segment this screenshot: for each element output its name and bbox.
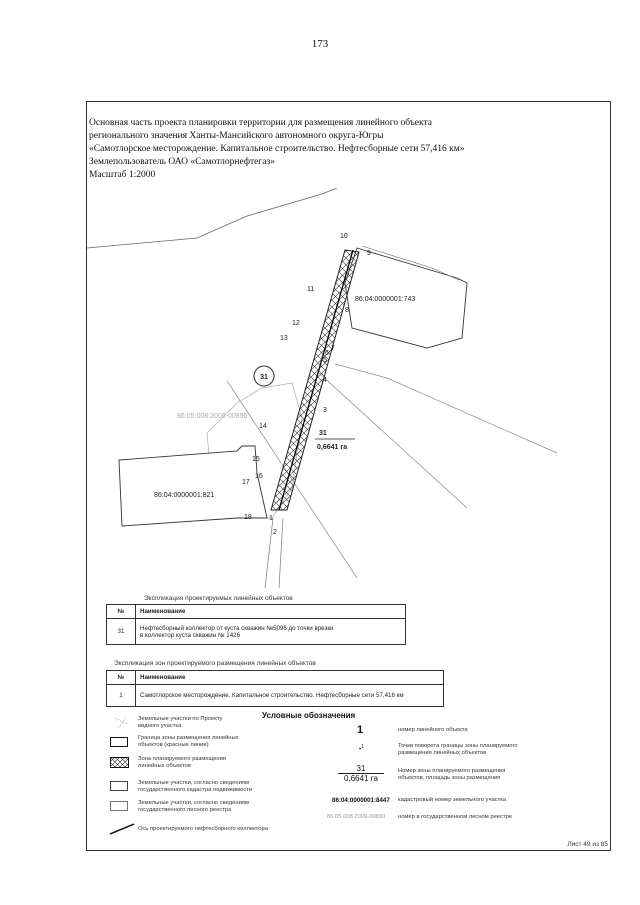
legend-item-line: ввдного участка [138, 723, 182, 729]
legend-symbol-cadastre [110, 781, 128, 791]
legend-item-red-lines [138, 735, 239, 749]
sheet-number: Лист 49 из 85 [567, 841, 608, 848]
legend-symbol-axis [108, 822, 138, 836]
table1-caption: Экспликация проектируемых линейных объектов [144, 595, 293, 602]
legend-item-line: объектов, площадь зоны размещения [398, 775, 501, 781]
point-label-9: 9 [367, 250, 371, 257]
pipeline-zone [271, 250, 359, 510]
pipeline-axis [279, 250, 353, 510]
legend-item-forest-registry: номер в государственном лесном реестре [398, 814, 513, 820]
legend-item-planned-zone [138, 756, 226, 770]
map [87, 188, 611, 588]
legend-item-line: Земельные участки, согласно сведениям [138, 780, 249, 786]
point-label-17: 17 [242, 479, 250, 486]
zone-area-label: 0,6641 га [317, 444, 348, 451]
legend-symbol-red-lines [110, 737, 128, 747]
scale: Масштаб 1:2000 [89, 170, 156, 180]
table1-row-name-line-2: в коллектор куста скважин № 1426 [140, 631, 241, 639]
land-user: Землепользователь ОАО «Самотлорнефтегаз» [89, 157, 275, 167]
zone-circle-label: 31 [260, 374, 268, 381]
road-line [319, 373, 467, 508]
legend-item-line: государственного лесного реестра [138, 807, 232, 813]
legend-symbol-turn-point-label: 1 [361, 744, 364, 750]
legend-symbol-forest [110, 801, 128, 811]
point-label-1: 1 [269, 515, 273, 522]
title-line-1: Основная часть проекта планировки территории для размещения линейного объекта [89, 118, 432, 128]
legend-item-line: Граница зоны размещения линейных [138, 735, 239, 741]
point-dot-icon: • [359, 747, 362, 753]
forest-parcel-label: 86:05:008:2009-00890 [177, 413, 248, 420]
table2-caption: Экспликация зон проектируемого размещения линейных объектов [114, 660, 316, 667]
table2 [106, 670, 444, 707]
point-label-18: 18 [244, 514, 252, 521]
point-label-15: 15 [252, 456, 260, 463]
title-line-2: регионального значения Ханты-Мансийского автономного округа-Югры [89, 131, 384, 141]
parcel-743-label: 86:04:0000001:743 [355, 296, 416, 303]
table1-header-name: Наименование [136, 605, 406, 619]
legend-symbol-planned-zone [110, 757, 130, 769]
legend-item-line: Точки поворота границы зоны планируемого [398, 743, 518, 749]
point-label-14: 14 [259, 423, 267, 430]
legend-item-line: линейных объектов [138, 763, 191, 769]
point-label-7: 7 [331, 345, 335, 352]
legend-item-line: объектов (красные линии) [138, 742, 209, 748]
legend-item-cadastral: кадастровый номер земельного участка [398, 797, 507, 803]
legend-zone-area: 0,6641 га [344, 774, 378, 783]
point-label-12: 12 [292, 320, 300, 327]
legend-item-line: Земельные участки, согласно сведениям [138, 800, 249, 806]
table2-row-no: 1 [107, 685, 136, 707]
parcel-821-label: 86:04:0000001:821 [154, 492, 215, 499]
legend-symbol-zone [338, 764, 384, 783]
table1-row-name-line-1: Нефтесборный коллектор от куста скважин №5096 до точки врезки [140, 624, 334, 632]
table1-row-name [136, 619, 406, 645]
legend-item-project-parcel [138, 716, 222, 730]
point-label-2: 2 [273, 529, 277, 536]
point-label-10: 10 [340, 233, 348, 240]
page-number: 173 [311, 38, 329, 50]
point-label-8: 8 [345, 307, 349, 314]
legend-title: Условные обозначения [262, 711, 356, 720]
legend-symbol-turn-point [359, 744, 364, 753]
point-label-3: 3 [323, 407, 327, 414]
legend-item-line: Ось проектируемого нефтесборного коллектора [138, 826, 268, 832]
legend-item-zone [398, 768, 505, 782]
table2-row-name: Самотлорское месторождение. Капитальное строительство. Нефтесборные сети 57,416 км [136, 685, 444, 707]
legend-item-line: Номер зоны планируемого размещения [398, 768, 506, 774]
point-label-4: 4 [323, 377, 327, 384]
table1 [106, 604, 406, 645]
legend-symbol-forest-registry: 86 05 008 2009-00890 [327, 814, 386, 820]
table2-header-no: № [107, 671, 136, 685]
point-label-16: 16 [255, 473, 263, 480]
point-label-11: 11 [307, 286, 315, 293]
table1-row-no: 31 [107, 619, 136, 645]
road-line [335, 364, 557, 453]
zone-number-label: 31 [319, 430, 327, 437]
point-label-5: 5 [323, 357, 327, 364]
table1-header-no: № [107, 605, 136, 619]
table2-header-name: Наименование [136, 671, 444, 685]
legend-item-number: номер линейного объекта [398, 727, 468, 733]
legend-symbol-cadastral: 86:04:0000001:8447 [332, 797, 390, 804]
legend-zone-number: 31 [338, 764, 384, 774]
legend-symbol-number: 1 [357, 724, 364, 736]
legend-item-line: Земельные участки по Проекту [138, 716, 223, 722]
legend-symbol-project-parcel [112, 716, 132, 732]
legend-item-line: Зона планируемого размещения [138, 756, 226, 762]
title-block [89, 117, 465, 182]
point-label-6: 6 [325, 350, 329, 357]
point-label-13: 13 [280, 335, 288, 342]
legend-item-line: размещения линейных объектов [398, 750, 487, 756]
top-boundary-line [87, 188, 337, 248]
legend-item-forest [138, 800, 249, 814]
legend-item-axis [138, 826, 268, 833]
legend-item-line: государственного кадастра недвижимости [138, 787, 253, 793]
legend-item-turn-point [398, 743, 518, 757]
legend-item-cadastre [138, 780, 252, 794]
title-line-3: «Самотлорское месторождение. Капитальное строительство. Нефтесборные сети 57,416 км» [89, 144, 465, 154]
